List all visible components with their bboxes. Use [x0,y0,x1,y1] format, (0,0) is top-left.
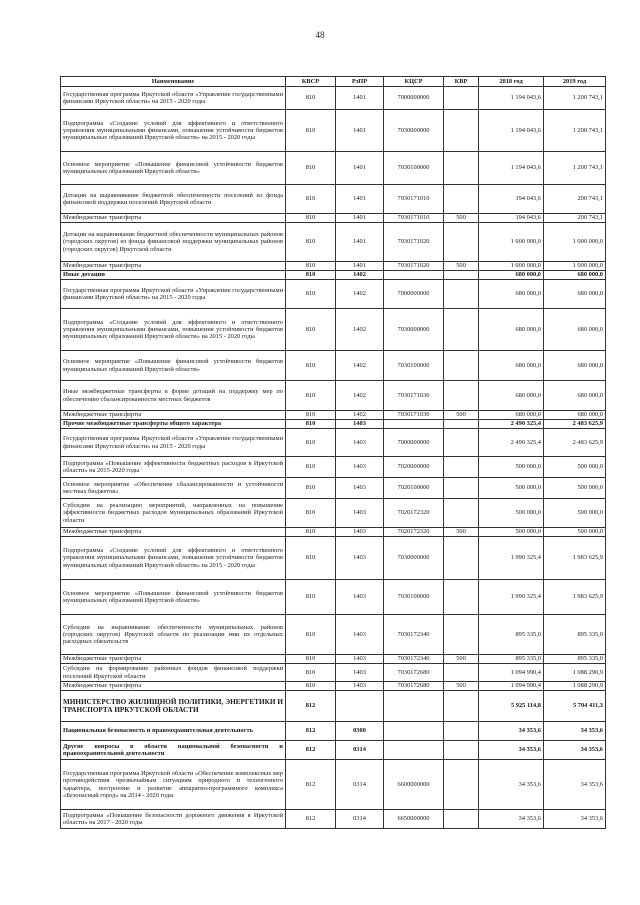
cell-2019: 1 000 000,0 [544,262,606,271]
cell-2019: 895 335,0 [544,655,606,664]
cell-2019: 200 743,1 [544,214,606,223]
cell-name: Государственная программа Иркутской области «Управление государственными финансами Иркутской области» на 2015 - 2020 годы [61,87,286,110]
cell-rzpr: 1403 [336,499,384,528]
cell-2018: 680 000,0 [479,271,544,280]
cell-kvr [444,478,479,499]
cell-kvsr: 810 [286,214,336,223]
table-row [61,152,606,185]
cell-name: Основное мероприятие «Повышение финансовой устойчивости бюджетов муниципальных образований Иркутской области» [61,152,286,185]
cell-kvsr: 810 [286,615,336,655]
table-row [61,760,606,810]
cell-2018: 34 353,6 [479,760,544,810]
cell-rzpr: 1403 [336,478,384,499]
cell-kvr [444,810,479,829]
cell-name: Дотации на выравнивание бюджетной обеспеченности муниципальных районов (городских округов) из фонда финансовой поддержки муниципальных районов (городских округов) Иркутской области [61,223,286,262]
table-row [61,110,606,152]
cell-2019: 34 353,6 [544,741,606,760]
cell-kvr: 500 [444,682,479,691]
cell-2018: 500 000,0 [479,457,544,478]
cell-kvr [444,110,479,152]
cell-rzpr: 1403 [336,664,384,682]
table-row [61,615,606,655]
cell-2018: 895 335,0 [479,655,544,664]
cell-rzpr: 1402 [336,411,384,420]
cell-2019: 5 704 411,3 [544,691,606,722]
cell-rzpr: 1403 [336,537,384,580]
cell-rzpr: 1401 [336,152,384,185]
cell-name: Государственная программа Иркутской области «Обеспечение комплексных мер противодействия чрезвычайным ситуациям природного и техногенного характера, построение и развитие аппаратно-программного комплекса «Безопасный город» на 2014 - 2020 годы [61,760,286,810]
table-row [61,185,606,214]
cell-kvr [444,280,479,309]
cell-2018: 5 925 114,8 [479,691,544,722]
table-row [61,810,606,829]
table-row [61,722,606,741]
cell-2018: 194 043,6 [479,214,544,223]
cell-kvsr: 810 [286,429,336,457]
cell-kvr [444,309,479,351]
cell-kvsr: 812 [286,691,336,722]
cell-2019: 680 000,0 [544,381,606,411]
cell-kcsr: 7030172340 [384,615,444,655]
cell-kvsr: 810 [286,528,336,537]
cell-name: Национальная безопасность и правоохранительная деятельность [61,722,286,741]
table-row [61,691,606,722]
table-row [61,262,606,271]
cell-kvsr: 810 [286,420,336,429]
table-row [61,87,606,110]
cell-rzpr: 1403 [336,580,384,615]
cell-rzpr: 0314 [336,810,384,829]
cell-rzpr: 0300 [336,722,384,741]
cell-rzpr: 1401 [336,214,384,223]
table-row [61,280,606,309]
cell-kvsr: 810 [286,580,336,615]
cell-2018: 1 194 043,6 [479,87,544,110]
cell-name: Прочие межбюджетные трансферты общего характера [61,420,286,429]
table-row [61,580,606,615]
cell-kcsr: 7030172340 [384,655,444,664]
cell-2019: 2 483 625,9 [544,420,606,429]
cell-2019: 34 353,6 [544,760,606,810]
cell-kcsr [384,741,444,760]
cell-2019: 1 983 625,9 [544,580,606,615]
cell-name: Субсидии на выравнивание обеспеченности муниципальных районов (городских округов) Иркутской области по реализации ими их отдельных расходных обязательств [61,615,286,655]
cell-2018: 680 000,0 [479,381,544,411]
cell-rzpr [336,691,384,722]
cell-kvr: 500 [444,262,479,271]
cell-rzpr: 1403 [336,615,384,655]
cell-kcsr: 7030172680 [384,682,444,691]
header-name: Наименование [61,77,286,87]
cell-kcsr [384,271,444,280]
cell-kvr [444,537,479,580]
cell-kvr [444,185,479,214]
header-kvr: КВР [444,77,479,87]
cell-kvr [444,691,479,722]
cell-name: Подпрограмма «Создание условий для эффективного и ответственного управления муниципальными финансами, повышения устойчивости бюджетов муниципальных образований Иркутской области» на 2015 - 2020 годы [61,537,286,580]
cell-rzpr: 1402 [336,280,384,309]
header-rzpr: РзПР [336,77,384,87]
cell-kvsr: 812 [286,722,336,741]
cell-rzpr: 1403 [336,420,384,429]
cell-kvsr: 810 [286,87,336,110]
cell-name: Межбюджетные трансферты [61,214,286,223]
cell-kcsr [384,691,444,722]
cell-2018: 1 990 325,4 [479,537,544,580]
cell-kcsr: 7000000000 [384,429,444,457]
cell-kvsr: 810 [286,664,336,682]
cell-kcsr: 7000000000 [384,87,444,110]
cell-kvsr: 810 [286,381,336,411]
cell-2018: 500 000,0 [479,499,544,528]
cell-2019: 680 000,0 [544,351,606,381]
cell-2018: 2 490 325,4 [479,429,544,457]
cell-kvr [444,420,479,429]
cell-kcsr [384,420,444,429]
cell-name: Основное мероприятие «Обеспечение сбалансированности и устойчивости местных бюджетов» [61,478,286,499]
cell-kvsr: 810 [286,682,336,691]
cell-2019: 680 000,0 [544,271,606,280]
cell-kvsr: 810 [286,185,336,214]
cell-rzpr: 1403 [336,457,384,478]
cell-kcsr: 7030000000 [384,537,444,580]
cell-2019: 34 353,6 [544,810,606,829]
table-row [61,429,606,457]
table-row [61,478,606,499]
cell-name: Подпрограмма «Повышение эффективности бюджетных расходов в Иркутской области» на 2015-2020 годы [61,457,286,478]
cell-kcsr: 7030171030 [384,381,444,411]
cell-name: Иные дотации [61,271,286,280]
cell-2019: 1 000 000,0 [544,223,606,262]
cell-kvr [444,457,479,478]
cell-kvr [444,351,479,381]
cell-rzpr: 0314 [336,760,384,810]
cell-rzpr: 1402 [336,351,384,381]
cell-rzpr: 1401 [336,185,384,214]
cell-kvsr: 810 [286,223,336,262]
cell-kcsr: 7020100000 [384,478,444,499]
cell-rzpr: 1402 [336,381,384,411]
cell-kvsr: 810 [286,309,336,351]
cell-name: МИНИСТЕРСТВО ЖИЛИЩНОЙ ПОЛИТИКИ, ЭНЕРГЕТИКИ И ТРАНСПОРТА ИРКУТСКОЙ ОБЛАСТИ [61,691,286,722]
table-row [61,741,606,760]
cell-2019: 680 000,0 [544,280,606,309]
cell-2018: 1 000 000,0 [479,223,544,262]
cell-name: Иные межбюджетные трансферты в форме дотаций на поддержку мер по обеспечению сбалансированности местных бюджетов [61,381,286,411]
cell-kcsr: 6650000000 [384,810,444,829]
cell-kvsr: 810 [286,152,336,185]
cell-2019: 1 200 743,1 [544,152,606,185]
cell-name: Межбюджетные трансферты [61,655,286,664]
cell-name: Государственная программа Иркутской области «Управление государственными финансами Иркутской области» на 2015 - 2020 годы [61,429,286,457]
cell-2019: 200 743,1 [544,185,606,214]
header-kvsr: КВСР [286,77,336,87]
cell-2018: 895 335,0 [479,615,544,655]
cell-rzpr: 1402 [336,309,384,351]
cell-kcsr: 7030171020 [384,262,444,271]
cell-rzpr: 1403 [336,528,384,537]
header-2018: 2018 год [479,77,544,87]
header-2019: 2019 год [544,77,606,87]
cell-2019: 1 200 743,1 [544,110,606,152]
table-row [61,223,606,262]
cell-name: Дотации на выравнивание бюджетной обеспеченности поселений из фонда финансовой поддержки поселений Иркутской области [61,185,286,214]
cell-kvr: 500 [444,528,479,537]
cell-kcsr: 7030171030 [384,411,444,420]
cell-kvsr: 812 [286,741,336,760]
cell-kcsr: 7020172320 [384,499,444,528]
cell-2018: 34 353,6 [479,741,544,760]
table-header-row [61,77,606,87]
cell-2019: 500 000,0 [544,478,606,499]
table-row [61,411,606,420]
cell-kcsr: 7030100000 [384,580,444,615]
cell-kvr [444,499,479,528]
cell-kcsr: 7030000000 [384,309,444,351]
cell-2019: 500 000,0 [544,499,606,528]
cell-2019: 1 200 743,1 [544,87,606,110]
table-row [61,271,606,280]
cell-name: Межбюджетные трансферты [61,411,286,420]
table-row [61,682,606,691]
cell-rzpr: 1401 [336,110,384,152]
cell-kvr [444,760,479,810]
cell-2018: 194 043,6 [479,185,544,214]
cell-kvsr: 810 [286,655,336,664]
cell-2018: 680 000,0 [479,280,544,309]
cell-kvr [444,429,479,457]
cell-2019: 680 000,0 [544,309,606,351]
cell-kvsr: 810 [286,280,336,309]
cell-rzpr: 1403 [336,682,384,691]
cell-kvr [444,271,479,280]
cell-2019: 895 335,0 [544,615,606,655]
cell-kvr [444,381,479,411]
cell-kcsr: 7030100000 [384,152,444,185]
cell-name: Субсидии на реализацию мероприятий, направленных на повышение эффективности бюджетных расходов муниципальных образований Иркутской области [61,499,286,528]
cell-2019: 680 000,0 [544,411,606,420]
cell-2019: 1 088 290,9 [544,682,606,691]
cell-kvr: 500 [444,655,479,664]
cell-name: Подпрограмма «Повышение безопасности дорожного движения в Иркутской области» на 2017 - 2020 годы [61,810,286,829]
cell-2018: 500 000,0 [479,478,544,499]
table-row [61,528,606,537]
cell-2018: 34 353,6 [479,722,544,741]
cell-kvr [444,152,479,185]
cell-name: Подпрограмма «Создание условий для эффективного и ответственного управления муниципальными финансами, повышения устойчивости бюджетов муниципальных образований Иркутской области» на 2015 - 2020 годы [61,110,286,152]
cell-rzpr: 1401 [336,87,384,110]
cell-kvr [444,580,479,615]
cell-kcsr: 7020172320 [384,528,444,537]
cell-2018: 1 194 043,6 [479,152,544,185]
cell-kvr [444,223,479,262]
cell-name: Другие вопросы в области национальной безопасности и правоохранительной деятельности [61,741,286,760]
cell-kcsr [384,722,444,741]
cell-name: Субсидии на формирование районных фондов финансовой поддержки поселений Иркутской области [61,664,286,682]
table-row [61,381,606,411]
cell-kvr [444,87,479,110]
cell-2019: 1 088 290,9 [544,664,606,682]
cell-2018: 680 000,0 [479,309,544,351]
cell-2018: 1 000 000,0 [479,262,544,271]
cell-kvsr: 810 [286,478,336,499]
cell-kcsr: 7020000000 [384,457,444,478]
cell-name: Основное мероприятие «Повышение финансовой устойчивости бюджетов муниципальных образований Иркутской области» [61,351,286,381]
cell-2018: 2 490 325,4 [479,420,544,429]
cell-2019: 500 000,0 [544,528,606,537]
cell-2018: 34 353,6 [479,810,544,829]
cell-2019: 34 353,6 [544,722,606,741]
cell-name: Государственная программа Иркутской области «Управление государственными финансами Иркутской области» на 2015 - 2020 годы [61,280,286,309]
cell-kvsr: 812 [286,760,336,810]
cell-name: Подпрограмма «Создание условий для эффективного и ответственного управления муниципальными финансами, повышения устойчивости бюджетов муниципальных образований Иркутской области» на 2015 - 2020 годы [61,309,286,351]
cell-name: Межбюджетные трансферты [61,528,286,537]
cell-kvsr: 810 [286,411,336,420]
cell-2018: 1 094 990,4 [479,682,544,691]
cell-kcsr: 7030171010 [384,185,444,214]
cell-kvsr: 810 [286,271,336,280]
cell-2018: 1 194 043,6 [479,110,544,152]
cell-2018: 680 000,0 [479,411,544,420]
table-row [61,664,606,682]
cell-kvsr: 810 [286,110,336,152]
cell-kcsr: 7030172680 [384,664,444,682]
cell-rzpr: 1403 [336,429,384,457]
table-row [61,214,606,223]
cell-2019: 2 483 625,9 [544,429,606,457]
cell-name: Основное мероприятие «Повышение финансовой устойчивости бюджетов муниципальных образований Иркутской области» [61,580,286,615]
cell-rzpr: 1401 [336,223,384,262]
cell-kvr [444,741,479,760]
cell-rzpr: 1402 [336,271,384,280]
cell-2019: 500 000,0 [544,457,606,478]
budget-table [60,76,606,829]
table-row [61,537,606,580]
table-row [61,420,606,429]
cell-kcsr: 7000000000 [384,280,444,309]
cell-rzpr: 1401 [336,262,384,271]
cell-2019: 1 983 625,9 [544,537,606,580]
table-row [61,499,606,528]
cell-kcsr: 7030171010 [384,214,444,223]
cell-kvsr: 810 [286,262,336,271]
page-number: 48 [315,30,325,40]
table-row [61,457,606,478]
cell-kcsr: 7030000000 [384,110,444,152]
cell-kvsr: 812 [286,810,336,829]
cell-kvsr: 810 [286,499,336,528]
cell-kvr [444,664,479,682]
cell-2018: 1 990 325,4 [479,580,544,615]
cell-kvsr: 810 [286,537,336,580]
cell-kvsr: 810 [286,457,336,478]
cell-rzpr: 0314 [336,741,384,760]
cell-name: Межбюджетные трансферты [61,682,286,691]
cell-rzpr: 1403 [336,655,384,664]
table-row [61,309,606,351]
cell-2018: 1 094 990,4 [479,664,544,682]
header-kcsr: КЦСР [384,77,444,87]
cell-kcsr: 7030171020 [384,223,444,262]
cell-kcsr: 7030100000 [384,351,444,381]
cell-2018: 500 000,0 [479,528,544,537]
table-row [61,351,606,381]
cell-kvr [444,615,479,655]
cell-kcsr: 6600000000 [384,760,444,810]
cell-name: Межбюджетные трансферты [61,262,286,271]
table-row [61,655,606,664]
cell-kvr: 500 [444,411,479,420]
cell-kvsr: 810 [286,351,336,381]
cell-kvr [444,722,479,741]
cell-2018: 680 000,0 [479,351,544,381]
cell-kvr: 500 [444,214,479,223]
